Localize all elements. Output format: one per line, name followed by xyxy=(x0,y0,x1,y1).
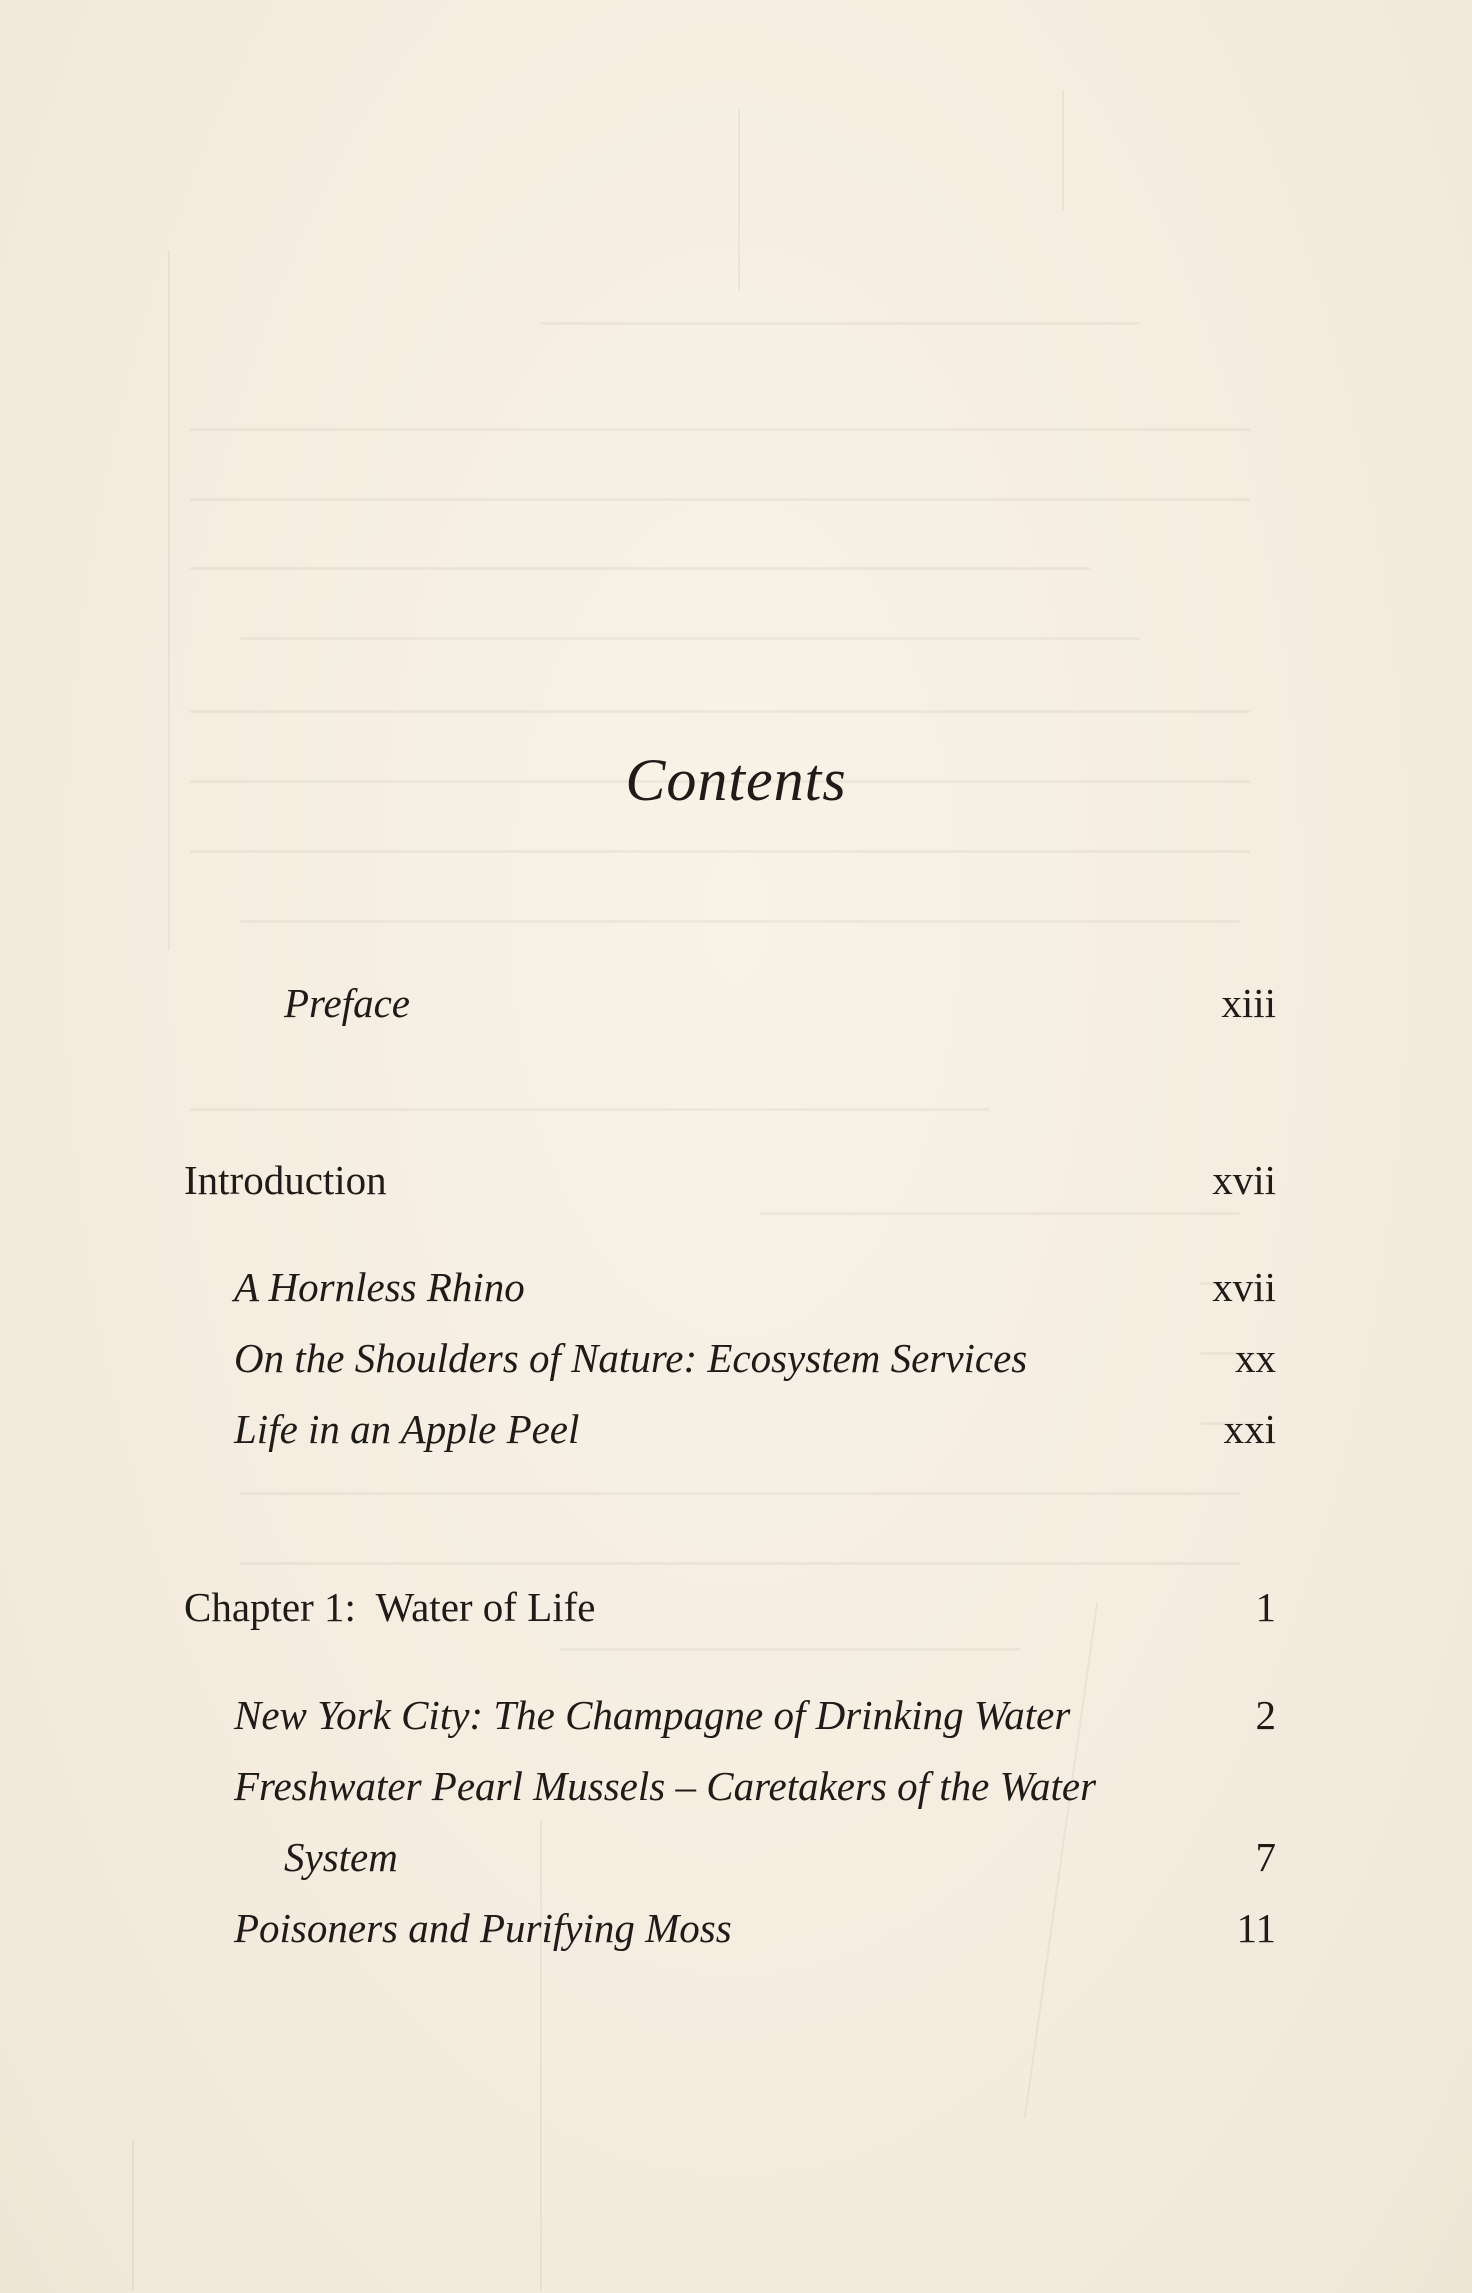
show-through-line xyxy=(190,1108,990,1111)
toc-entry-title: Preface xyxy=(284,980,410,1026)
toc-entry-title: Introduction xyxy=(184,1157,387,1203)
toc-entry-title: System xyxy=(284,1834,398,1880)
show-through-line xyxy=(190,428,1250,431)
toc-entry-page: 11 xyxy=(1236,1905,1276,1951)
paper-crease xyxy=(540,1820,542,2290)
toc-entry-title: Chapter 1: Water of Life xyxy=(184,1584,596,1630)
show-through-line xyxy=(760,1212,1240,1215)
show-through-line xyxy=(240,1562,1240,1565)
paper-crease xyxy=(168,250,170,950)
show-through-line xyxy=(240,1492,1240,1495)
toc-entry-page: 7 xyxy=(1255,1834,1276,1880)
toc-entry-title: Freshwater Pearl Mussels – Caretakers of the Water xyxy=(234,1763,1097,1809)
show-through-line xyxy=(240,637,1140,640)
toc-entry-title: On the Shoulders of Nature: Ecosystem Services xyxy=(234,1335,1028,1381)
toc-entry-page: xvii xyxy=(1212,1157,1276,1203)
show-through-line xyxy=(240,920,1240,923)
toc-entry-page: xiii xyxy=(1221,980,1276,1026)
show-through-line xyxy=(190,567,1090,570)
toc-entry-page: 1 xyxy=(1255,1584,1276,1630)
paper-crease xyxy=(1062,90,1064,210)
show-through-line xyxy=(190,710,1250,713)
toc-entry-page: 2 xyxy=(1255,1692,1276,1738)
toc-entry-title: Life in an Apple Peel xyxy=(234,1406,580,1452)
show-through-line xyxy=(190,498,1250,501)
toc-entry-page: xx xyxy=(1235,1335,1276,1381)
show-through-line xyxy=(560,1648,1020,1651)
show-through-line xyxy=(540,322,1140,325)
toc-entry-title: A Hornless Rhino xyxy=(234,1264,525,1310)
toc-entry-page: xxi xyxy=(1223,1406,1276,1452)
paper-crease xyxy=(132,2140,134,2290)
paper-crease xyxy=(738,110,740,290)
toc-entry-title: New York City: The Champagne of Drinking Water xyxy=(234,1692,1071,1738)
contents-heading: Contents xyxy=(625,747,847,813)
show-through-line xyxy=(190,850,1250,853)
toc-entry-page: xvii xyxy=(1212,1264,1276,1310)
paper-crease xyxy=(1024,1602,1098,2117)
toc-entry-title: Poisoners and Purifying Moss xyxy=(234,1905,732,1951)
